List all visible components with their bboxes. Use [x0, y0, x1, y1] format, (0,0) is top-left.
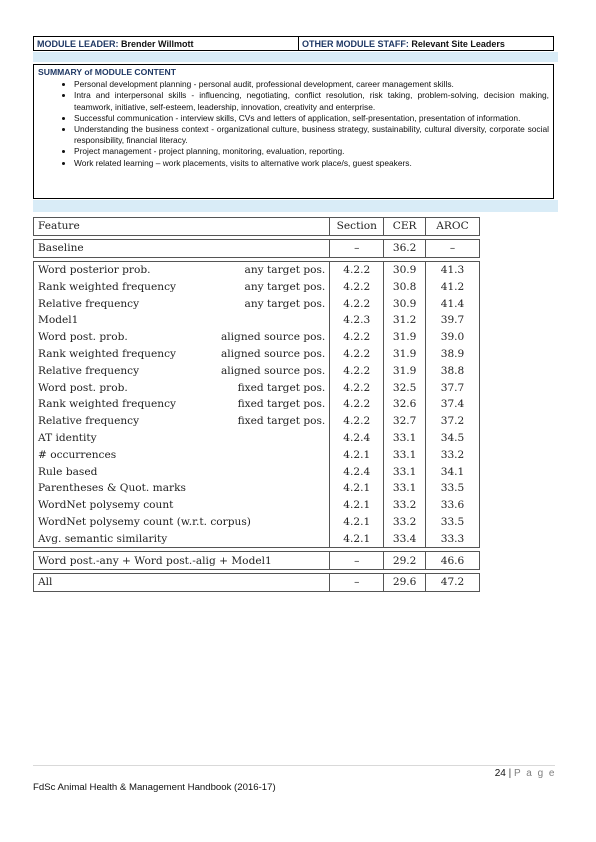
- feature-results-table: [33, 217, 480, 592]
- feature-cell: [34, 497, 330, 514]
- section-cell: 4.2.2: [330, 346, 384, 363]
- page-number-value: 24: [494, 768, 506, 779]
- table-row: [34, 514, 480, 531]
- section-cell: 4.2.1: [330, 497, 384, 514]
- table-row: [34, 362, 480, 379]
- section-cell: 4.2.1: [330, 446, 384, 463]
- feature-name: Baseline: [38, 242, 84, 255]
- section-cell: –: [330, 239, 384, 257]
- feature-cell: [34, 362, 330, 379]
- aroc-cell: 41.2: [426, 278, 480, 295]
- summary-list: [38, 79, 549, 169]
- cer-cell: 30.9: [384, 295, 426, 312]
- aroc-cell: 33.5: [426, 480, 480, 497]
- feature-name: Relative frequency: [38, 364, 140, 377]
- aroc-cell: 33.2: [426, 446, 480, 463]
- feature-name-wrap: [38, 280, 325, 294]
- cer-cell: 33.1: [384, 480, 426, 497]
- module-leader-label: MODULE LEADER:: [37, 39, 119, 49]
- feature-name: Rule based: [38, 465, 98, 478]
- feature-cell: [34, 329, 330, 346]
- module-leader-value: Brender Willmott: [121, 39, 194, 49]
- page-separator: |: [508, 768, 512, 779]
- table-row: [34, 430, 480, 447]
- table-row: [34, 239, 480, 257]
- section-cell: 4.2.1: [330, 530, 384, 547]
- aroc-cell: 37.4: [426, 396, 480, 413]
- footer-divider: [33, 765, 555, 766]
- aroc-cell: 33.6: [426, 497, 480, 514]
- section-cell: 4.2.2: [330, 278, 384, 295]
- aroc-cell: 39.7: [426, 312, 480, 329]
- feature-cell: [34, 278, 330, 295]
- table-row: [34, 413, 480, 430]
- feature-cell: [34, 346, 330, 363]
- feature-name-wrap: [38, 431, 325, 445]
- feature-name-wrap: [38, 481, 325, 495]
- feature-name: Avg. semantic similarity: [38, 532, 168, 545]
- feature-name-wrap: [38, 532, 325, 546]
- summary-item: • Personal development planning - personal audit, professional development, career management skills.: [74, 79, 549, 90]
- header-feature: Feature: [34, 218, 330, 236]
- table-row: [34, 463, 480, 480]
- section-cell: –: [330, 573, 384, 591]
- feature-name-wrap: [38, 330, 325, 344]
- header-aroc: AROC: [426, 218, 480, 236]
- feature-name-wrap: [38, 297, 325, 311]
- cer-cell: 30.8: [384, 278, 426, 295]
- feature-name: Relative frequency: [38, 297, 140, 310]
- feature-cell: [34, 430, 330, 447]
- feature-qualifier: fixed target pos.: [237, 398, 326, 411]
- cer-cell: 29.6: [384, 573, 426, 591]
- feature-name: WordNet polysemy count (w.r.t. corpus): [38, 515, 251, 528]
- section-cell: –: [330, 552, 384, 570]
- page-label: P a g e: [513, 768, 556, 779]
- feature-cell: [34, 312, 330, 329]
- cer-cell: 33.1: [384, 446, 426, 463]
- feature-name-wrap: [38, 554, 325, 568]
- table-row: [34, 329, 480, 346]
- summary-title: SUMMARY of MODULE CONTENT: [38, 67, 176, 77]
- feature-name: Word post.-any + Word post.-alig + Model1: [38, 554, 272, 567]
- aroc-cell: 37.7: [426, 379, 480, 396]
- feature-cell: [34, 552, 330, 570]
- summary-item: • Understanding the business context - organizational culture, business strategy, sustainability, cultural diversity, corporate social responsibility, financial literacy.: [74, 124, 549, 146]
- table-row: [34, 278, 480, 295]
- table-row: [34, 530, 480, 547]
- cer-cell: 33.1: [384, 430, 426, 447]
- table-row: [34, 346, 480, 363]
- cer-cell: 33.2: [384, 514, 426, 531]
- aroc-cell: –: [426, 239, 480, 257]
- feature-name: Rank weighted frequency: [38, 347, 177, 360]
- feature-name: Parentheses & Quot. marks: [38, 482, 186, 495]
- section-cell: 4.2.2: [330, 261, 384, 278]
- table-row: [34, 295, 480, 312]
- section-cell: 4.2.4: [330, 430, 384, 447]
- cer-cell: 36.2: [384, 239, 426, 257]
- table-row: [34, 312, 480, 329]
- table-row: [34, 497, 480, 514]
- feature-cell: [34, 413, 330, 430]
- feature-qualifier: aligned source pos.: [220, 364, 326, 377]
- feature-name-wrap: [38, 465, 325, 479]
- feature-cell: [34, 261, 330, 278]
- feature-cell: [34, 396, 330, 413]
- table-row: [34, 552, 480, 570]
- feature-name-wrap: [38, 381, 325, 395]
- module-leader-cell: [34, 37, 299, 50]
- page-number: [495, 768, 556, 779]
- module-summary: [33, 64, 554, 199]
- feature-qualifier: fixed target pos.: [237, 415, 326, 428]
- feature-name: Relative frequency: [38, 415, 140, 428]
- other-staff-label: OTHER MODULE STAFF:: [302, 39, 409, 49]
- feature-cell: [34, 446, 330, 463]
- feature-qualifier: aligned source pos.: [220, 347, 326, 360]
- feature-name: Rank weighted frequency: [38, 280, 177, 293]
- header-cer: CER: [384, 218, 426, 236]
- summary-item: • Successful communication - interview skills, CVs and letters of application, self-presentation, presentation of information.: [74, 113, 549, 124]
- aroc-cell: 47.2: [426, 573, 480, 591]
- feature-cell: [34, 514, 330, 531]
- section-cell: 4.2.2: [330, 413, 384, 430]
- handbook-footer: FdSc Animal Health & Management Handbook (2016-17): [33, 782, 276, 793]
- table-row: [34, 379, 480, 396]
- feature-qualifier: any target pos.: [244, 280, 326, 293]
- feature-qualifier: fixed target pos.: [237, 381, 326, 394]
- section-cell: 4.2.2: [330, 329, 384, 346]
- aroc-cell: 33.5: [426, 514, 480, 531]
- cer-cell: 31.9: [384, 346, 426, 363]
- cer-cell: 32.7: [384, 413, 426, 430]
- feature-name: AT identity: [38, 431, 97, 444]
- cer-cell: 33.1: [384, 463, 426, 480]
- feature-name-wrap: [38, 347, 325, 361]
- other-staff-cell: [299, 37, 508, 50]
- aroc-cell: 46.6: [426, 552, 480, 570]
- feature-name: Word post. prob.: [38, 331, 128, 344]
- feature-qualifier: any target pos.: [244, 297, 326, 310]
- section-cell: 4.2.4: [330, 463, 384, 480]
- feature-name: Word post. prob.: [38, 381, 128, 394]
- aroc-cell: 38.9: [426, 346, 480, 363]
- feature-name: Rank weighted frequency: [38, 398, 177, 411]
- section-cell: 4.2.2: [330, 295, 384, 312]
- cer-cell: 33.4: [384, 530, 426, 547]
- aroc-cell: 38.8: [426, 362, 480, 379]
- summary-shading: [33, 200, 558, 212]
- feature-cell: [34, 379, 330, 396]
- cer-cell: 31.2: [384, 312, 426, 329]
- feature-name-wrap: [38, 397, 325, 411]
- cer-cell: 32.6: [384, 396, 426, 413]
- feature-cell: [34, 463, 330, 480]
- table-row: [34, 396, 480, 413]
- aroc-cell: 34.1: [426, 463, 480, 480]
- feature-name-wrap: [38, 515, 325, 529]
- aroc-cell: 41.3: [426, 261, 480, 278]
- feature-name: WordNet polysemy count: [38, 499, 174, 512]
- feature-name: All: [38, 576, 53, 589]
- feature-name-wrap: [38, 414, 325, 428]
- feature-cell: [34, 573, 330, 591]
- section-cell: 4.2.2: [330, 396, 384, 413]
- cer-cell: 29.2: [384, 552, 426, 570]
- cer-cell: 32.5: [384, 379, 426, 396]
- header-section: Section: [330, 218, 384, 236]
- summary-item: • Work related learning – work placements, visits to alternative work place/s, guest speakers.: [74, 158, 549, 169]
- table-row: [34, 573, 480, 591]
- aroc-cell: 39.0: [426, 329, 480, 346]
- cer-cell: 31.9: [384, 362, 426, 379]
- feature-qualifier: aligned source pos.: [220, 331, 326, 344]
- feature-cell: [34, 295, 330, 312]
- section-cell: 4.2.2: [330, 362, 384, 379]
- feature-cell: [34, 530, 330, 547]
- feature-name-wrap: [38, 364, 325, 378]
- summary-item: • Project management - project planning, monitoring, evaluation, reporting.: [74, 146, 549, 157]
- cer-cell: 30.9: [384, 261, 426, 278]
- other-staff-value: Relevant Site Leaders: [411, 39, 505, 49]
- table-row: [34, 261, 480, 278]
- summary-item: • Intra and interpersonal skills - influencing, negotiating, conflict resolution, risk taking, problem-solving, decision making, teamwork, initiative, self-esteem, leadership, innovation, creativity and enterprise.: [74, 90, 549, 112]
- feature-name-wrap: [38, 241, 325, 255]
- feature-name: Word posterior prob.: [38, 263, 151, 276]
- cer-cell: 31.9: [384, 329, 426, 346]
- feature-name: Model1: [38, 314, 79, 327]
- feature-cell: [34, 239, 330, 257]
- feature-name-wrap: [38, 575, 325, 589]
- table-row: [34, 480, 480, 497]
- cer-cell: 33.2: [384, 497, 426, 514]
- aroc-cell: 33.3: [426, 530, 480, 547]
- header-shading: [33, 52, 558, 62]
- feature-name: # occurrences: [38, 448, 117, 461]
- aroc-cell: 34.5: [426, 430, 480, 447]
- section-cell: 4.2.1: [330, 514, 384, 531]
- aroc-cell: 37.2: [426, 413, 480, 430]
- table-header-row: [34, 218, 480, 236]
- section-cell: 4.2.2: [330, 379, 384, 396]
- aroc-cell: 41.4: [426, 295, 480, 312]
- feature-name-wrap: [38, 498, 325, 512]
- feature-name-wrap: [38, 263, 325, 277]
- feature-name-wrap: [38, 448, 325, 462]
- feature-name-wrap: [38, 313, 325, 327]
- module-header-table: [33, 36, 554, 51]
- feature-cell: [34, 480, 330, 497]
- section-cell: 4.2.1: [330, 480, 384, 497]
- feature-qualifier: any target pos.: [244, 263, 326, 276]
- table-row: [34, 446, 480, 463]
- section-cell: 4.2.3: [330, 312, 384, 329]
